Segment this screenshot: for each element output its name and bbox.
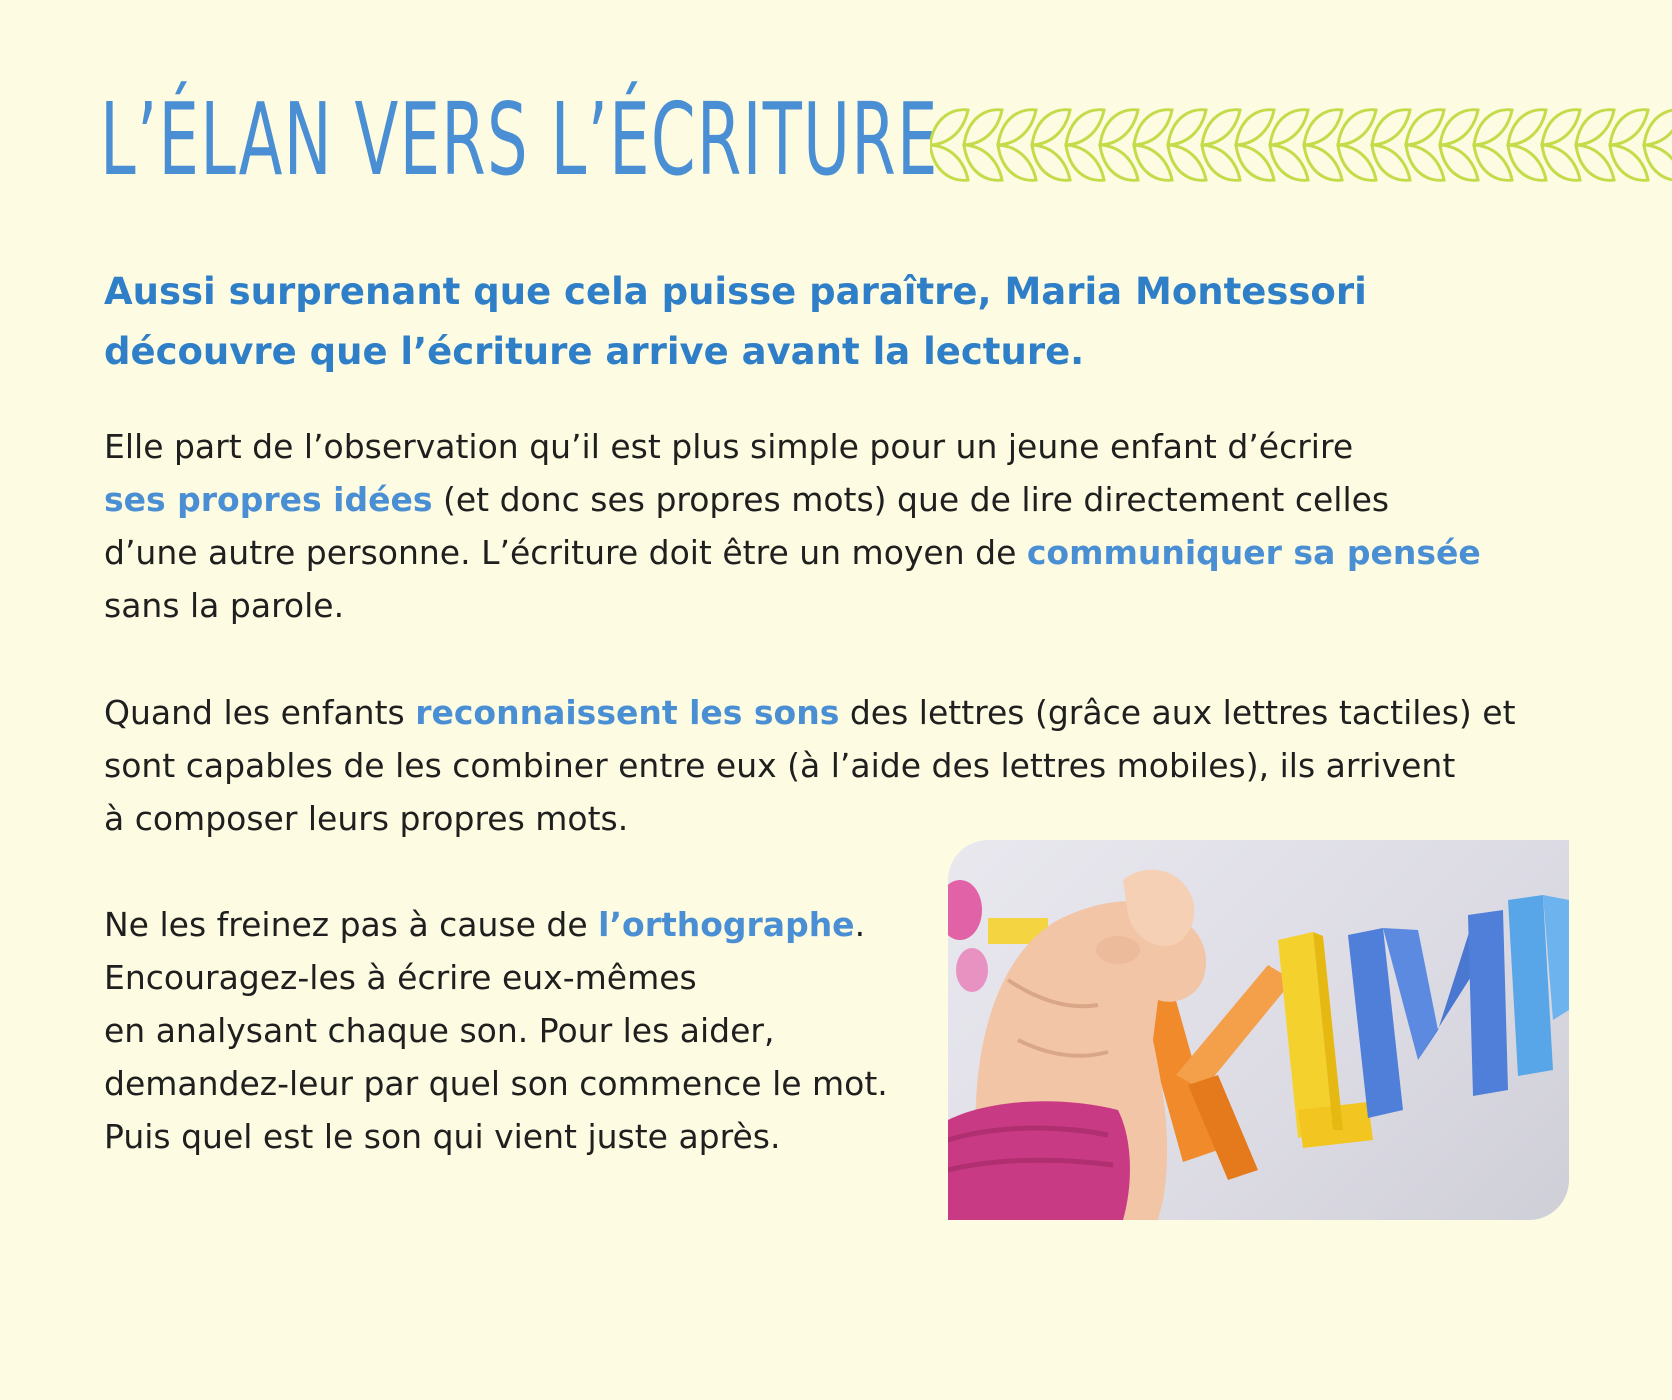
leaf-shape [1610, 110, 1648, 145]
paragraph-1-line-1: Elle part de l’observation qu’il est plus simple pour un jeune enfant d’écrire [104, 427, 1354, 466]
lead-paragraph: Aussi surprenant que cela puisse paraître, Maria Montessori découvre que l’écriture arrive avant la lecture. [104, 270, 1367, 373]
paragraph-2-line-3: à composer leurs propres mots. [104, 799, 629, 838]
leaf-shape [1542, 110, 1580, 145]
leaf-shape [1406, 145, 1444, 180]
paragraph-1 [104, 420, 1481, 632]
leaf-shape [1372, 110, 1410, 145]
paragraph-1-line-4: sans la parole. [104, 586, 345, 625]
photo-child-with-magnetic-letters [948, 840, 1569, 1220]
leaf-border-decoration [930, 100, 1672, 190]
leaf-shape [964, 110, 1002, 145]
leaf-shape [1338, 145, 1376, 180]
leaf-shape [930, 110, 968, 145]
magnetic-letters-illustration [948, 840, 1569, 1220]
paragraph-3-line-4: demandez-leur par quel son commence le mot. [104, 1064, 888, 1103]
paragraph-2 [104, 686, 1516, 845]
paragraph-1-line-3 [104, 526, 1481, 579]
leaf-shape [1304, 110, 1342, 145]
paragraph-2-line-1 [104, 686, 1516, 739]
highlight-communiquer-sa-pensee: communiquer sa pensée [1026, 533, 1481, 572]
leaf-shape [1032, 110, 1070, 145]
paragraph-3-line-3: en analysant chaque son. Pour les aider, [104, 1011, 775, 1050]
leaf-shape [998, 110, 1036, 145]
leaf-shape [1236, 110, 1274, 145]
leaf-shape [1032, 145, 1070, 180]
highlight-reconnaissent-les-sons: reconnaissent les sons [415, 693, 840, 732]
leaf-shape [998, 145, 1036, 180]
leaf-shape [1100, 110, 1138, 145]
leaf-shape [1168, 145, 1206, 180]
leaf-shape [1474, 145, 1512, 180]
letter-m [1348, 910, 1508, 1118]
leaf-shape [1338, 110, 1376, 145]
leaf-shape [1542, 145, 1580, 180]
leaf-shape [1508, 145, 1546, 180]
leaf-shape [1576, 110, 1614, 145]
leaf-shape [1066, 145, 1104, 180]
paragraph-1-line-2 [104, 473, 1481, 526]
leaf-shape [1304, 145, 1342, 180]
leaf-shape [1168, 110, 1206, 145]
paragraph-2-line-1-start: Quand les enfants [104, 693, 416, 732]
leaf-shape [1576, 145, 1614, 180]
paragraph-3-line-1-end: . [854, 905, 866, 944]
paragraph-3 [104, 898, 888, 1163]
highlight-ses-propres-idees: ses propres idées [104, 480, 433, 519]
leaf-shape [1474, 110, 1512, 145]
paragraph-3-line-5: Puis quel est le son qui vient juste après. [104, 1117, 781, 1156]
leaf-shape [930, 145, 968, 180]
paragraph-3-line-1-start: Ne les freinez pas à cause de [104, 905, 599, 944]
paragraph-2-line-2: sont capables de les combiner entre eux (à l’aide des lettres mobiles), ils arrivent [104, 746, 1456, 785]
leaf-shape [1202, 145, 1240, 180]
paragraph-3-line-2: Encouragez-les à écrire eux-mêmes [104, 958, 697, 997]
leaf-shape [1202, 110, 1240, 145]
highlight-orthographe: l’orthographe [598, 905, 855, 944]
leaf-shape [1270, 110, 1308, 145]
leaf-shape [1406, 110, 1444, 145]
paragraph-3-line-1 [104, 898, 888, 951]
leaf-shape [1508, 110, 1546, 145]
paragraph-1-line-2-text: (et donc ses propres mots) que de lire directement celles [432, 480, 1390, 519]
paragraph-2-line-1-end: des lettres (grâce aux lettres tactiles) et [839, 693, 1516, 732]
leaf-shape [1134, 110, 1172, 145]
leaf-shape [1440, 110, 1478, 145]
paragraph-1-line-3-text: d’une autre personne. L’écriture doit être un moyen de [104, 533, 1027, 572]
page-title: L’ÉLAN VERS L’ÉCRITURE [100, 81, 939, 198]
leaf-shape [1066, 110, 1104, 145]
leaf-shape [1270, 145, 1308, 180]
leaf-shape [1610, 145, 1648, 180]
leaf-shape [964, 145, 1002, 180]
leaf-shape [1100, 145, 1138, 180]
leaf-shape [1440, 145, 1478, 180]
leaf-shape [1134, 145, 1172, 180]
leaf-shape [1372, 145, 1410, 180]
letter-n [1508, 895, 1569, 1076]
leaf-shape [1236, 145, 1274, 180]
